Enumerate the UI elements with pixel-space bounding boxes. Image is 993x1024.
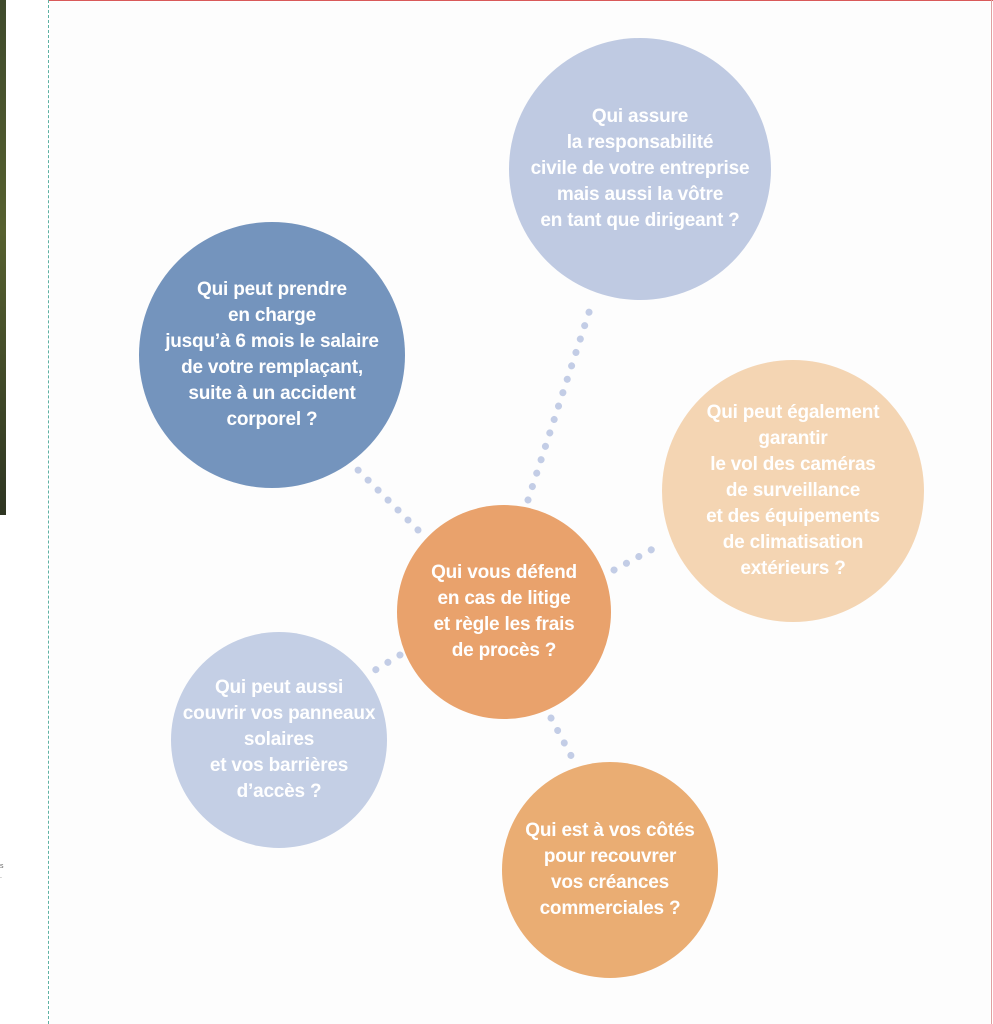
bubble-responsabilite-text: Qui assure la responsabilité civile de votre entreprise mais aussi la vôtre en tant que dirigeant ?	[530, 106, 750, 231]
bubble-remplacant-text: Qui peut prendre en charge jusqu’à 6 mois le salaire de votre remplaçant, suite à un accident corporel ?	[165, 279, 379, 430]
connector-remplacant	[356, 468, 418, 530]
bubble-remplacant	[139, 222, 405, 488]
bubble-creances-text: Qui est à vos côtés pour recouvrer vos créances commerciales ?	[525, 820, 695, 919]
bubble-panneaux	[171, 632, 387, 848]
connector-responsabilite	[528, 300, 593, 500]
bubble-responsabilite	[509, 38, 771, 300]
connector-vol	[614, 544, 662, 570]
edge-marks: s .	[0, 863, 4, 880]
connector-creances	[551, 718, 576, 765]
bubble-center-text: Qui vous défend en cas de litige et règle les frais de procès ?	[431, 562, 577, 661]
bubble-panneaux-text: Qui peut aussi couvrir vos panneaux solaires et vos barrières d’accès ?	[182, 677, 376, 802]
bubble-center-litige	[397, 505, 611, 719]
bubble-vol-text: Qui peut également garantir le vol des caméras de surveillance et des équipements de climatisation extérieurs ?	[706, 402, 880, 579]
bubble-vol	[662, 360, 924, 622]
connector-panneaux	[372, 655, 400, 672]
bubble-creances	[502, 762, 718, 978]
